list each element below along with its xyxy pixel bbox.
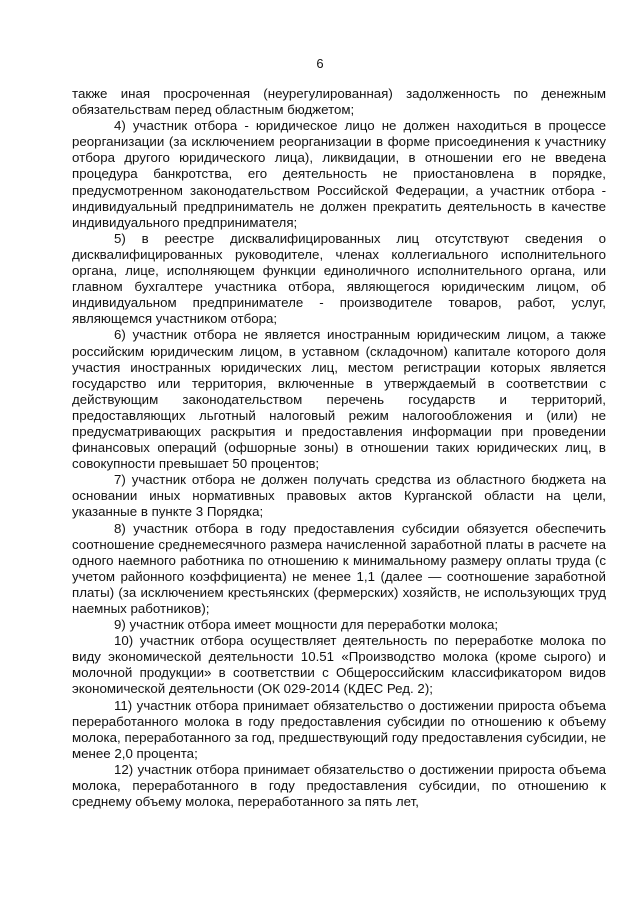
paragraph-item-5: 5) в реестре дисквалифицированных лиц отсутствуют сведения о дисквалифицированных руководителе, членах коллегиального исполнительного органа, лице, исполняющем функции единоличного исполнительного органа, или главном бухгалтере участника отбора, являющегося юридическим лицом, об индивидуальном предпринимателе - производителе товаров, работ, услуг, являющемся участником отбора;	[72, 230, 606, 327]
paragraph-continuation: также иная просроченная (неурегулированная) задолженность по денежным обязательствам перед областным бюджетом;	[72, 86, 606, 118]
paragraph-item-4: 4) участник отбора - юридическое лицо не должен находиться в процессе реорганизации (за исключением реорганизации в форме присоединения к участнику отбора другого юридического лица), ликвидации, в отношении его не введена процедура банкротства, его деятельность не приостановлена в порядке, предусмотренном законодательством Российской Федерации, а участник отбора - индивидуальный предприниматель не должен прекратить деятельность в качестве индивидуального предпринимателя;	[72, 118, 606, 230]
paragraph-item-12: 12) участник отбора принимает обязательство о достижении прироста объема молока, переработанного в году предоставления субсидии, по отношению к среднему объему молока, переработанного за пять лет,	[72, 761, 606, 810]
paragraph-item-8: 8) участник отбора в году предоставления субсидии обязуется обеспечить соотношение среднемесячного размера начисленной заработной платы в расчете на одного наемного работника по отношению к минимальному размеру оплаты труда (с учетом районного коэффициента) не менее 1,1 (далее — соотношение заработной платы) (за исключением крестьянских (фермерских) хозяйств, не использующих труд наемных работников);	[72, 520, 606, 616]
document-body	[72, 86, 606, 810]
paragraph-item-10: 10) участник отбора осуществляет деятельность по переработке молока по виду экономической деятельности 10.51 «Производство молока (кроме сырого) и молочной продукции» в соответствии с Общероссийским классификатором видов экономической деятельности (ОК 029-2014 (КДЕС Ред. 2);	[72, 633, 606, 697]
paragraph-item-11: 11) участник отбора принимает обязательство о достижении прироста объема переработанного молока в году предоставления субсидии по отношению к объему молока, переработанного за год, предшествующий году предоставления субсидии, не менее 2,0 процента;	[72, 697, 606, 761]
paragraph-item-9: 9) участник отбора имеет мощности для переработки молока;	[114, 617, 499, 633]
paragraph-item-7: 7) участник отбора не должен получать средства из областного бюджета на основании иных нормативных правовых актов Курганской области на цели, указанные в пункте 3 Порядка;	[72, 472, 606, 520]
page-number: 6	[316, 56, 324, 71]
paragraph-item-6: 6) участник отбора не является иностранным юридическим лицом, а также российским юридическим лицом, в уставном (складочном) капитале которого доля участия иностранных юридических лиц, местом регистрации которых является государство или территория, включенные в утверждаемый в соответствии с действующим законодательством перечень государств и территорий, предоставляющих льготный налоговый режим налогообложения и (или) не предусматривающих раскрытия и предоставления информации при проведении финансовых операций (офшорные зоны) в отношении таких юридических лиц, в совокупности превышает 50 процентов;	[72, 327, 606, 472]
